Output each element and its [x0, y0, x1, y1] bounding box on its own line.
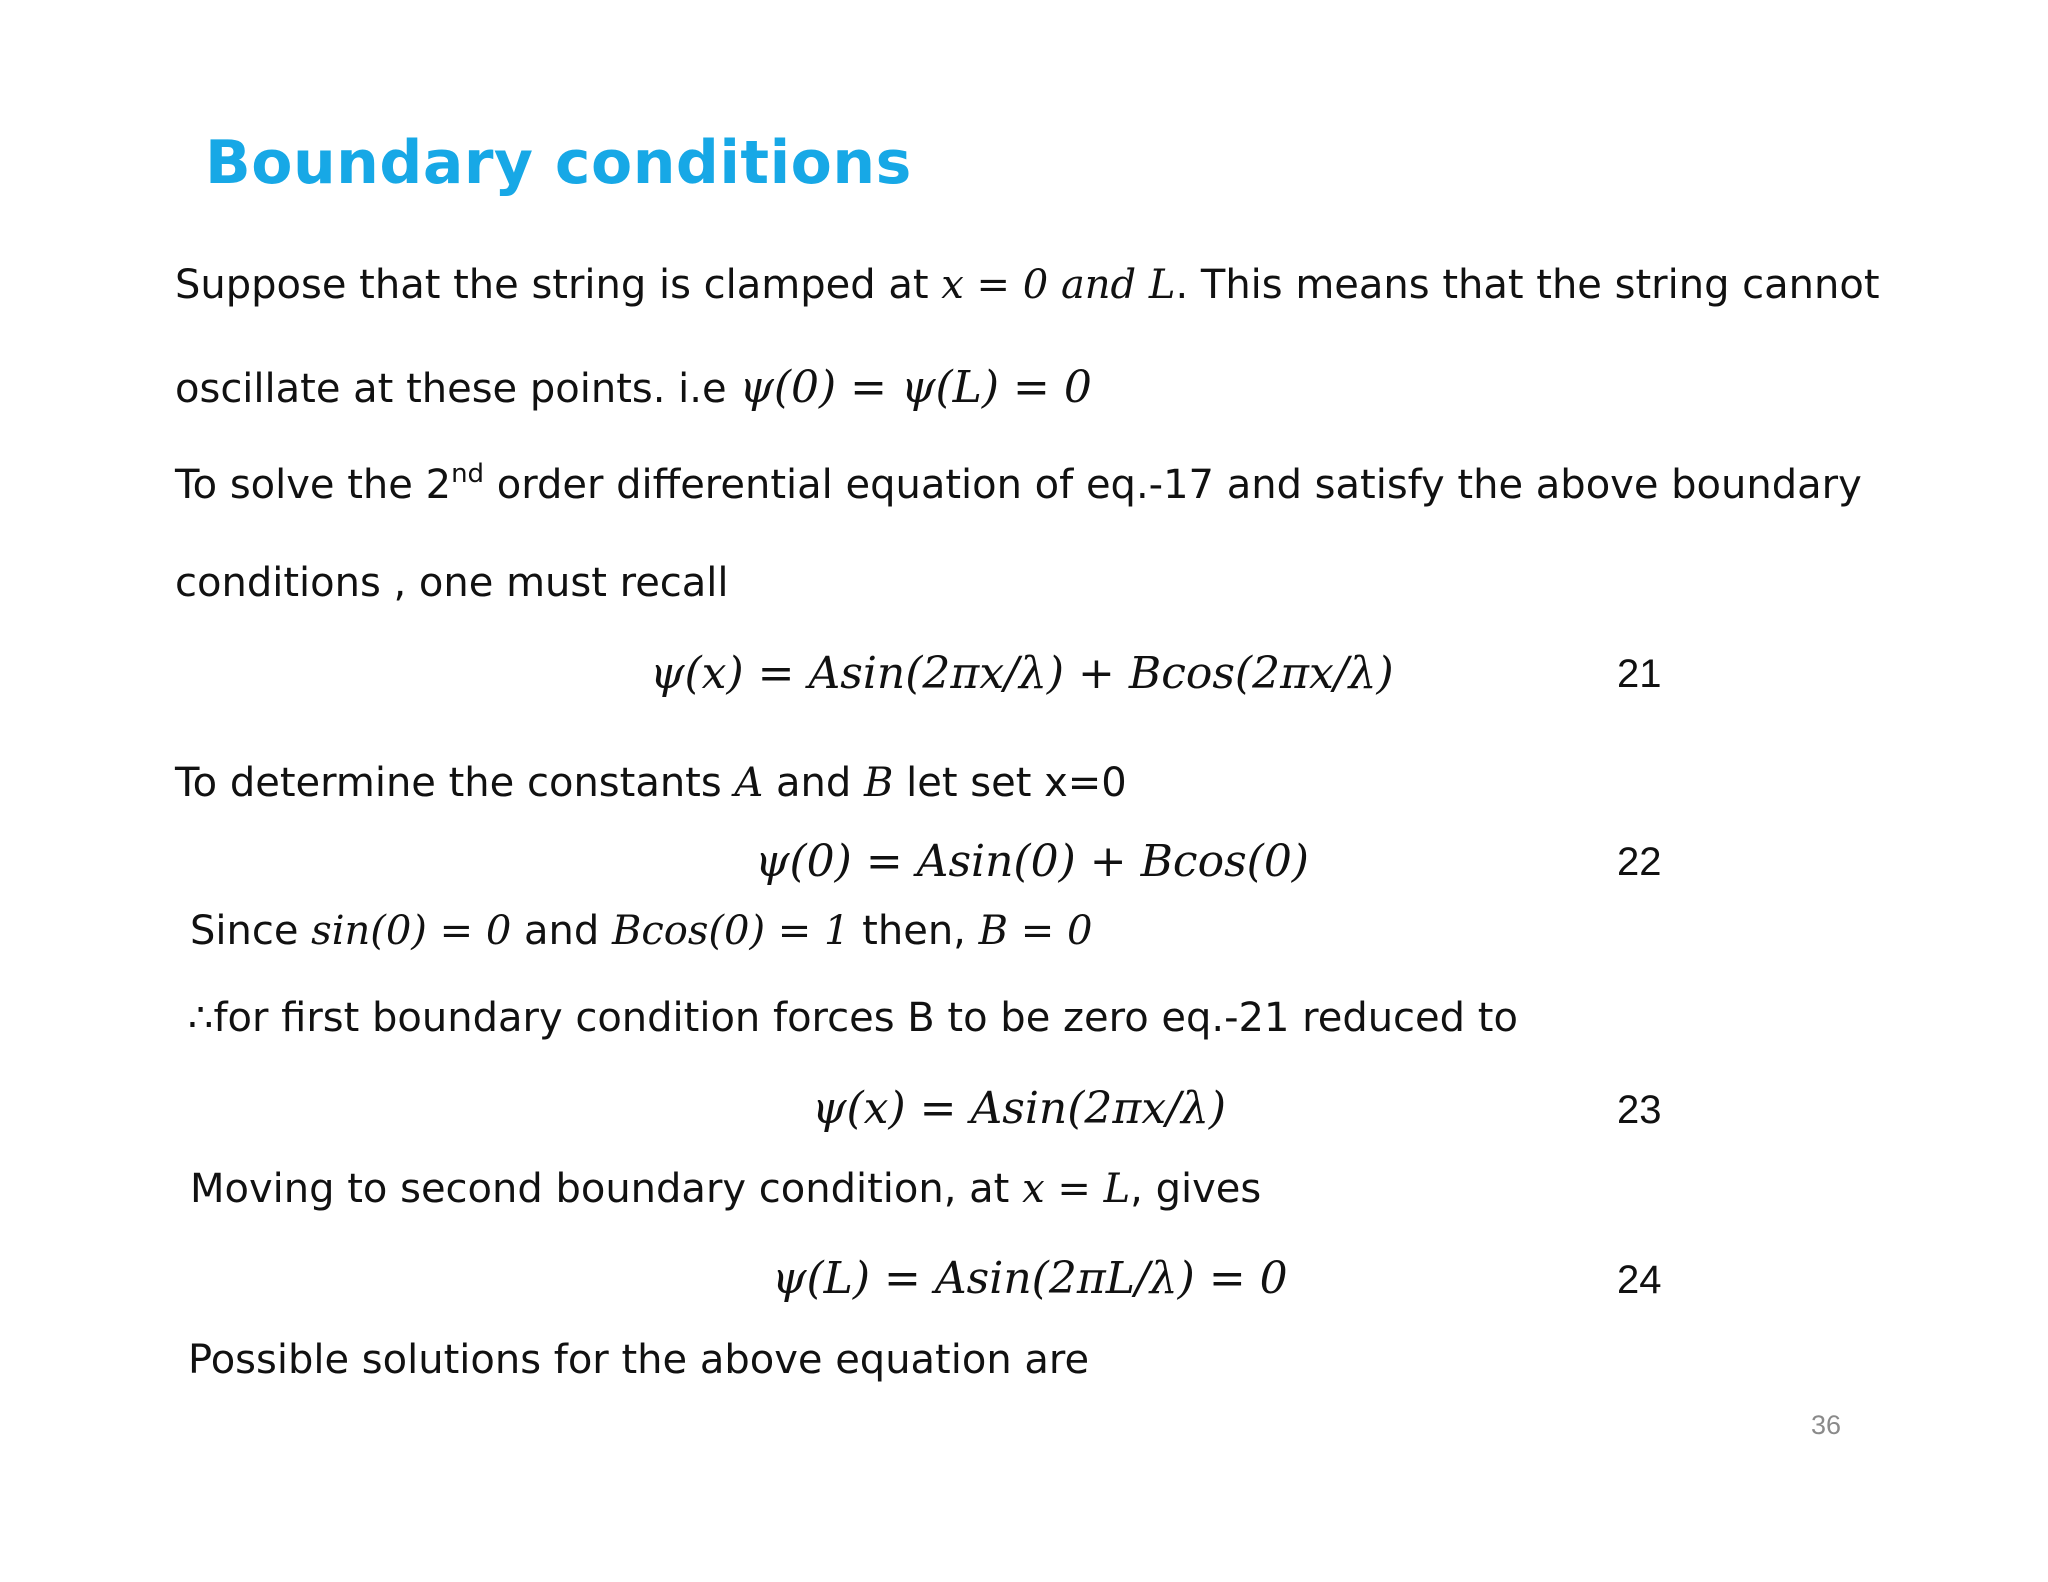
paragraph-clamped — [175, 262, 1880, 308]
paragraph-recall: conditions , one must recall — [175, 560, 729, 606]
text-run: and — [763, 760, 864, 806]
math-inline: sin(0) = 0 — [311, 908, 512, 954]
math-inline: A — [734, 760, 764, 806]
math-inline: ψ(0) = ψ(L) = 0 — [739, 362, 1092, 413]
paragraph-since — [190, 908, 1092, 954]
math-inline: x = 0 and L — [941, 262, 1176, 308]
text-run: order differential equation of eq.-17 and satisfy the above boundary — [484, 462, 1862, 508]
paragraph-therefore: ∴for first boundary condition forces B to be zero eq.-21 reduced to — [188, 995, 1518, 1041]
page-number: 36 — [1811, 1410, 1842, 1440]
math-inline: x = L — [1022, 1166, 1131, 1212]
paragraph-determine — [175, 760, 1127, 806]
math-inline: B — [864, 760, 894, 806]
text-run: Moving to second boundary condition, at — [190, 1166, 1023, 1212]
text-run: then, — [849, 908, 979, 954]
equation-number-24: 24 — [1617, 1258, 1662, 1302]
text-run: and — [511, 908, 612, 954]
paragraph-moving — [190, 1166, 1261, 1212]
paragraph-solve — [175, 459, 1862, 508]
text-run: Since — [190, 908, 312, 954]
text-run: To solve the 2 — [175, 462, 452, 508]
slide-title: Boundary conditions — [205, 128, 912, 198]
text-run: . This means that the string cannot — [1175, 262, 1880, 308]
equation-22: ψ(0) = Asin(0) + Bcos(0) — [755, 836, 1309, 887]
equation-number-23: 23 — [1617, 1088, 1662, 1132]
text-run: , gives — [1130, 1166, 1262, 1212]
paragraph-possible: Possible solutions for the above equation are — [188, 1337, 1090, 1383]
math-inline: B = 0 — [978, 908, 1093, 954]
equation-number-22: 22 — [1617, 840, 1662, 884]
text-run: Suppose that the string is clamped at — [175, 262, 942, 308]
text-run: oscillate at these points. i.e — [175, 366, 740, 412]
equation-number-21: 21 — [1617, 652, 1662, 696]
equation-21: ψ(x) = Asin(2πx/λ) + Bcos(2πx/λ) — [650, 648, 1394, 699]
equation-23: ψ(x) = Asin(2πx/λ) — [812, 1083, 1227, 1134]
math-inline: Bcos(0) = 1 — [612, 908, 850, 954]
text-run: let set x=0 — [893, 760, 1127, 806]
paragraph-oscillate — [175, 362, 1092, 413]
equation-24: ψ(L) = Asin(2πL/λ) = 0 — [772, 1253, 1288, 1304]
superscript: nd — [451, 459, 485, 489]
text-run: To determine the constants — [175, 760, 735, 806]
